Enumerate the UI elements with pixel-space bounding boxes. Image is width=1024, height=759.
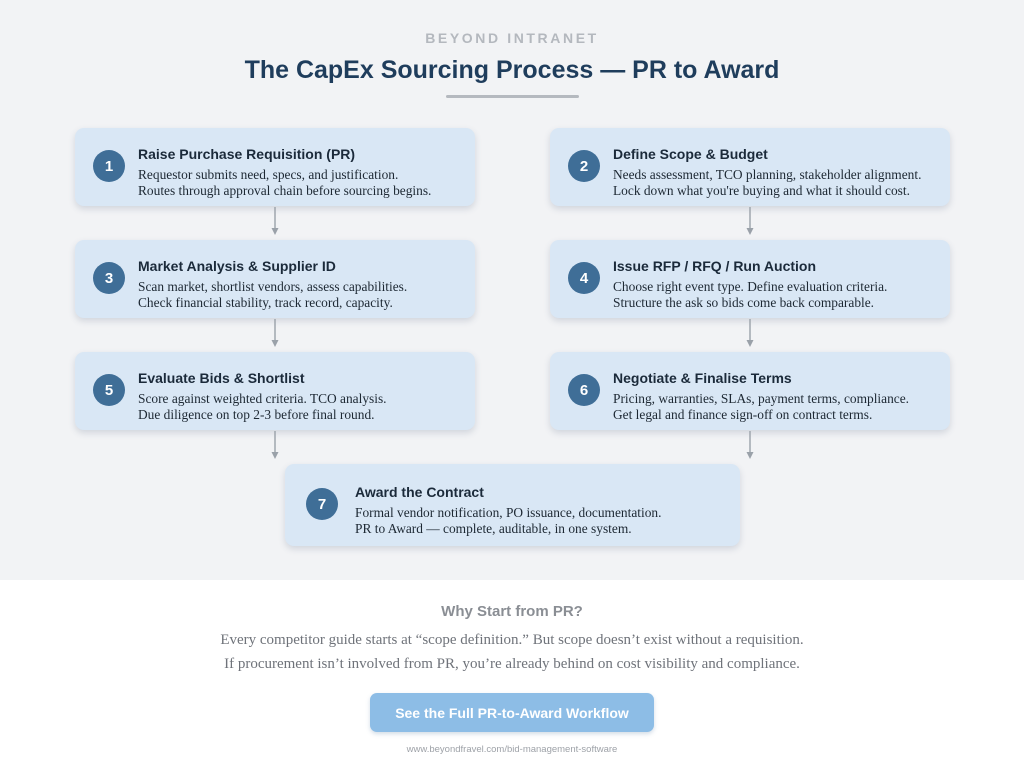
step-description-line-1: Needs assessment, TCO planning, stakeholder alignment. xyxy=(613,167,922,182)
arrow-down-icon xyxy=(745,207,755,237)
step-description-line-2: Routes through approval chain before sourcing begins. xyxy=(138,183,432,198)
step-title: Issue RFP / RFQ / Run Auction xyxy=(613,258,817,274)
step-card-2 xyxy=(550,128,950,206)
step-description-line-2: Structure the ask so bids come back comparable. xyxy=(613,295,875,310)
step-description-line-2: Get legal and finance sign-off on contract terms. xyxy=(613,407,873,422)
step-number-badge: 1 xyxy=(93,150,125,182)
title-divider xyxy=(446,95,579,98)
step-description-line-1: Choose right event type. Define evaluation criteria. xyxy=(613,279,888,294)
step-title: Define Scope & Budget xyxy=(613,146,768,162)
step-number-badge: 7 xyxy=(306,488,338,520)
step-description-line-1: Score against weighted criteria. TCO analysis. xyxy=(138,391,387,406)
arrow-down-icon xyxy=(745,431,755,461)
why-text-line-1: Every competitor guide starts at “scope definition.” But scope doesn’t exist without a requisition. xyxy=(220,632,804,648)
step-description-line-1: Pricing, warranties, SLAs, payment terms, compliance. xyxy=(613,391,910,406)
step-title: Raise Purchase Requisition (PR) xyxy=(138,146,356,162)
step-description-line-1: Requestor submits need, specs, and justification. xyxy=(138,167,399,182)
step-card-4 xyxy=(550,240,950,318)
arrow-down-icon xyxy=(745,319,755,349)
step-title: Negotiate & Finalise Terms xyxy=(613,370,792,386)
why-heading: Why Start from PR? xyxy=(441,603,583,620)
step-description-line-2: Check financial stability, track record, capacity. xyxy=(138,295,393,310)
arrow-down-icon xyxy=(270,431,280,461)
step-card-5 xyxy=(75,352,475,430)
step-card-7 xyxy=(285,464,740,546)
step-description-line-1: Scan market, shortlist vendors, assess capabilities. xyxy=(138,279,408,294)
step-card-1 xyxy=(75,128,475,206)
page-title: The CapEx Sourcing Process — PR to Award xyxy=(244,56,780,84)
arrow-down-icon xyxy=(270,207,280,237)
step-number-badge: 2 xyxy=(568,150,600,182)
step-title: Evaluate Bids & Shortlist xyxy=(138,370,305,386)
step-description-line-2: Due diligence on top 2-3 before final round. xyxy=(138,407,375,422)
brand-label: BEYOND INTRANET xyxy=(425,30,599,46)
step-card-6 xyxy=(550,352,950,430)
step-description-line-1: Formal vendor notification, PO issuance, documentation. xyxy=(355,505,662,520)
step-number-badge: 4 xyxy=(568,262,600,294)
step-description-line-2: Lock down what you're buying and what it should cost. xyxy=(613,183,910,198)
step-number-badge: 6 xyxy=(568,374,600,406)
step-title: Award the Contract xyxy=(355,484,484,500)
footer-url-link[interactable]: www.beyondfravel.com/bid-management-software xyxy=(406,744,618,755)
step-description-line-2: PR to Award — complete, auditable, in one system. xyxy=(355,521,632,536)
step-card-3 xyxy=(75,240,475,318)
step-title: Market Analysis & Supplier ID xyxy=(138,258,336,274)
step-number-badge: 3 xyxy=(93,262,125,294)
step-number-badge: 5 xyxy=(93,374,125,406)
workflow-cta-button[interactable]: See the Full PR-to-Award Workflow xyxy=(370,693,654,732)
why-text-line-2: If procurement isn’t involved from PR, you’re already behind on cost visibility and compliance. xyxy=(224,656,800,672)
arrow-down-icon xyxy=(270,319,280,349)
